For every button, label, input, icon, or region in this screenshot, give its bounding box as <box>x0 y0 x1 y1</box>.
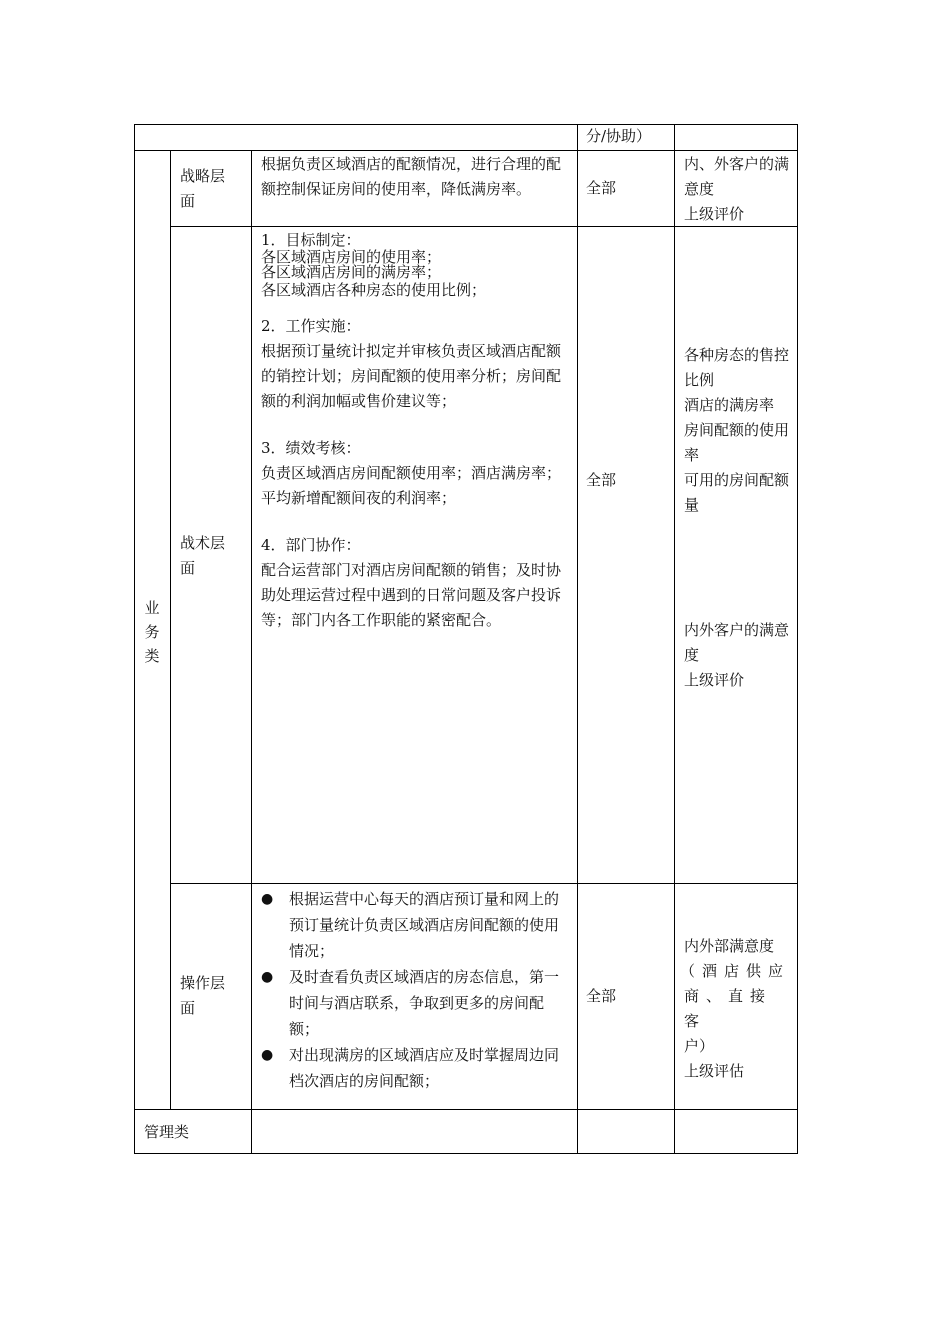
table-border <box>251 150 252 1154</box>
header-scope-text: 分/协助） <box>586 127 652 145</box>
operation-item-2-text: 及时查看负责区域酒店的房态信息，第一时间与酒店联系，争取到更多的房间配额； <box>289 968 560 1038</box>
operation-kpi-3: 商、直接客 <box>684 987 773 1030</box>
strategy-level: 战略层面 <box>180 167 226 210</box>
perf-title: 3．绩效考核： <box>261 439 361 457</box>
coop-title: 4．部门协作： <box>261 536 361 554</box>
goal-title: 1．目标制定： <box>261 231 361 249</box>
table-border <box>797 124 798 1154</box>
tactics-content <box>261 230 569 633</box>
impl-text: 根据预订量统计拟定并审核负责区域酒店配额的销控计划；房间配额的使用率分析；房间配额的利润加幅或售价建议等； <box>261 342 562 410</box>
table-border <box>577 124 578 1154</box>
operation-kpi-5: 上级评估 <box>684 1062 745 1080</box>
operation-list <box>255 886 567 1094</box>
bullet-icon: ● <box>261 1047 274 1063</box>
operation-item-1-text: 根据运营中心每天的酒店预订量和网上的预订量统计负责区域酒店房间配额的使用情况； <box>289 890 560 960</box>
bullet-icon: ● <box>261 969 274 985</box>
table-border <box>134 150 798 151</box>
tactics-kpi-4: 可用的房间配额量 <box>684 471 790 514</box>
tactics-kpi-b <box>684 618 792 693</box>
strategy-kpi-2: 上级评价 <box>684 205 745 223</box>
tactics-kpi-3: 房间配额的使用率 <box>684 421 790 464</box>
category-business-label: 业务类 <box>144 599 160 665</box>
perf-text: 负责区域酒店房间配额使用率；酒店满房率；平均新增配额间夜的利润率； <box>261 464 562 507</box>
coop-text: 配合运营部门对酒店房间配额的销售；及时协助处理运营过程中遇到的日常问题及客户投诉等；部门内各工作职能的紧密配合。 <box>261 561 562 629</box>
tactics-kpi-a <box>684 343 792 518</box>
table-border <box>134 1109 798 1110</box>
table-border <box>134 124 135 1154</box>
goal-item-2: 各区域酒店房间的满房率； <box>261 263 442 281</box>
operation-item-3 <box>255 1042 567 1094</box>
goal-item-3: 各区域酒店各种房态的使用比例； <box>261 281 487 299</box>
goal-item-1: 各区域酒店房间的使用率； <box>261 248 442 266</box>
operation-kpi <box>680 934 791 1084</box>
strategy-content: 根据负责区域酒店的配额情况，进行合理的配额控制保证房间的使用率，降低满房率。 <box>261 155 562 198</box>
operation-scope: 全部 <box>586 987 617 1005</box>
tactics-kpi-5: 内外客户的满意度 <box>684 621 790 664</box>
strategy-kpi-1: 内、外客户的满意度 <box>684 155 790 198</box>
table-border <box>674 124 675 1154</box>
operation-item-3-text: 对出现满房的区域酒店应及时掌握周边同档次酒店的房间配额； <box>289 1046 560 1090</box>
table-border <box>171 883 798 884</box>
tactics-kpi-1: 各种房态的售控比例 <box>684 346 790 389</box>
operation-item-1 <box>255 886 567 964</box>
operation-level: 操作层面 <box>180 974 226 1017</box>
operation-content <box>255 886 567 1094</box>
impl-title: 2．工作实施： <box>261 317 361 335</box>
operation-kpi-2: （酒店供应 <box>680 962 791 980</box>
table-border <box>134 1153 798 1154</box>
category-management-label: 管理类 <box>144 1123 190 1141</box>
strategy-kpi <box>684 152 792 227</box>
tactics-level: 战术层面 <box>180 534 226 577</box>
tactics-scope: 全部 <box>586 471 617 489</box>
tactics-kpi-6: 上级评价 <box>684 671 745 689</box>
strategy-scope: 全部 <box>586 179 617 197</box>
tactics-kpi-2: 酒店的满房率 <box>684 396 775 414</box>
table-border <box>170 150 171 1109</box>
operation-item-2 <box>255 964 567 1042</box>
operation-kpi-1: 内外部满意度 <box>684 937 775 955</box>
bullet-icon: ● <box>261 891 274 907</box>
table-border <box>134 124 798 125</box>
operation-kpi-4: 户） <box>684 1037 715 1055</box>
